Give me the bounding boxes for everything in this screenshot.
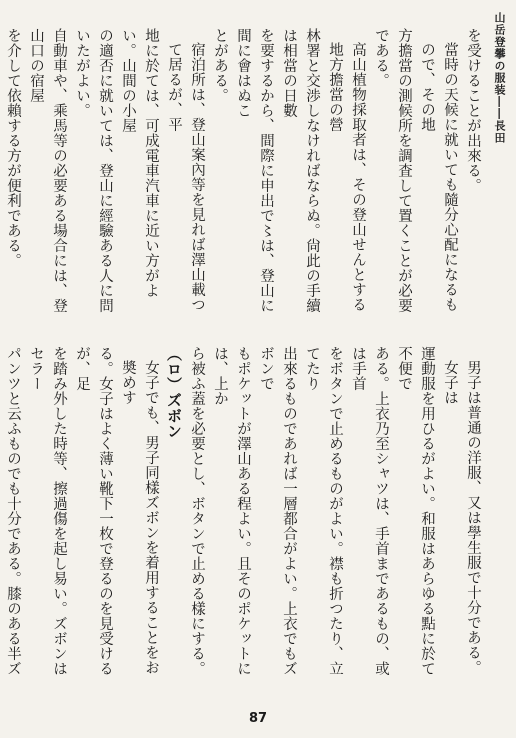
text-column: を介して依賴する方が便利である。 [5,28,21,268]
text-column: を受けることが出來る。 [465,28,481,193]
text-column: を踏み外した時等、擦過傷を起し易い。ズボンはセラー [28,346,67,676]
text-column: 自動車や、乘馬等の必要ある場合には、登山口の宿屋 [28,28,67,313]
text-column: 男子は普通の洋服、又は學生服で十分である。女子は [442,360,481,675]
text-column: 宿泊所は、登山案內等を見れば澤山載つて居るが、平 [166,42,205,312]
upper-text-block [5,28,484,316]
text-column: 方擔當の測候所を調査して置くことが必要である。 [373,28,412,313]
text-column: パンツと云ふものでも十分である。膝のある半ズ [5,346,21,676]
text-column: ある。上衣乃至シャツは、手首まであるもの、或は手首 [350,346,389,676]
text-column: る。女子はよく薄い靴下一枚で登るのを見受けるが、足 [74,346,113,676]
text-column: 出來るものであれば一層都合がよい。上衣でもズボンで [258,346,297,676]
text-column: 林署と交渉しなければならぬ。尙此の手續は相當の日數 [281,28,320,313]
text-column: もポケットが澤山ある程よい。且そのポケットには、上か [212,346,251,676]
text-column [0,28,1,316]
text-column: の適否に就いては、登山に經驗ある人に問いたがよい。 [74,28,113,313]
text-column: 運動服を用ひるがよい。和服はあらゆる點に於て不便で [396,346,435,676]
section-heading: （ロ）ズボン [165,346,183,439]
page-number: 87 [248,711,268,726]
text-column: ら被ふ蓋を必要とし、ボタンで止める樣にする。 [189,346,205,676]
text-column: とがある。 [212,28,228,103]
running-header: 山岳登攀の服装――長田 [493,12,506,144]
text-column: 當時の天候に就いても隨分心配になるもので、その地 [419,42,458,312]
text-column: 高山植物採取者は、その登山せんとする地方擔當の營 [327,42,366,312]
text-column: 地に於ては、可成電車汽車に近い方がよい。山間の小屋 [120,28,159,298]
text-column: 女子でも、男子同樣ズボンを着用することをお奬めす [120,360,159,675]
text-column: を要するから、間際に申出で〻は、登山に間に會はぬこ [235,28,274,313]
text-column: をボタンで止めるものがよい。襟も折つたり、立てたり [304,346,343,676]
lower-text-block [5,346,484,680]
